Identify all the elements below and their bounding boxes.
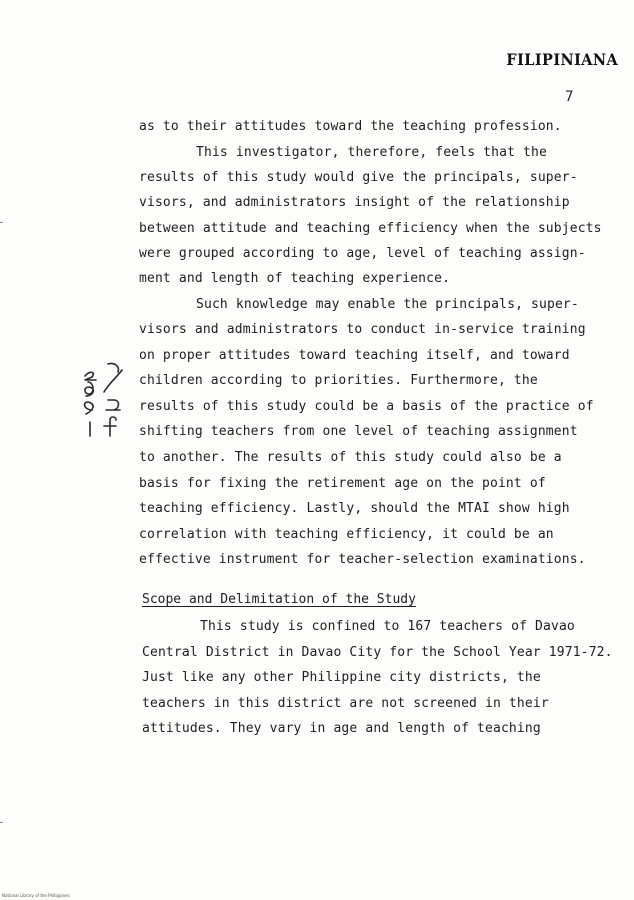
text-line: correlation with teaching efficiency, it could be an xyxy=(139,527,554,542)
text-line: results of this study could be a basis of the practice of xyxy=(139,399,594,414)
handwritten-margin-note xyxy=(80,352,128,442)
section-heading-text: Scope and Delimitation of the Study xyxy=(142,592,416,607)
text-line: ment and length of teaching experience. xyxy=(139,271,451,286)
scan-footer: National Library of the Philippines xyxy=(2,893,70,898)
text-line: attitudes. They vary in age and length of teaching xyxy=(142,721,541,736)
text-line: between attitude and teaching efficiency when the subjects xyxy=(139,221,602,236)
text-line: on proper attitudes toward teaching itself, and toward xyxy=(139,348,570,363)
text-line: visors, and administrators insight of the relationship xyxy=(139,195,570,210)
text-line: children according to priorities. Furthermore, the xyxy=(139,373,538,388)
text-line: as to their attitudes toward the teaching profession. xyxy=(139,119,562,134)
text-line: This study is confined to 167 teachers of Davao xyxy=(200,619,575,634)
text-line: effective instrument for teacher-selection examinations. xyxy=(139,552,586,567)
section-heading xyxy=(142,592,416,607)
text-line: Central District in Davao City for the School Year 1971-72. xyxy=(142,645,613,660)
filipiniana-stamp: FILIPINIANA xyxy=(506,50,618,69)
text-line: shifting teachers from one level of teaching assignment xyxy=(139,424,578,439)
scan-edge-mark xyxy=(0,822,3,823)
text-line: to another. The results of this study could also be a xyxy=(139,450,562,465)
scan-edge-mark xyxy=(0,222,3,223)
page-number: 7 xyxy=(565,89,574,105)
text-line: Such knowledge may enable the principals, super- xyxy=(196,297,579,312)
text-line: visors and administrators to conduct in-service training xyxy=(139,322,586,337)
text-line: basis for fixing the retirement age on the point of xyxy=(139,476,546,491)
text-line: teachers in this district are not screened in their xyxy=(142,696,549,711)
text-line: results of this study would give the principals, super- xyxy=(139,170,578,185)
text-line: teaching efficiency. Lastly, should the MTAI show high xyxy=(139,501,570,516)
text-line: Just like any other Philippine city districts, the xyxy=(142,670,541,685)
text-line: This investigator, therefore, feels that the xyxy=(196,145,547,160)
text-line: were grouped according to age, level of teaching assign- xyxy=(139,246,586,261)
